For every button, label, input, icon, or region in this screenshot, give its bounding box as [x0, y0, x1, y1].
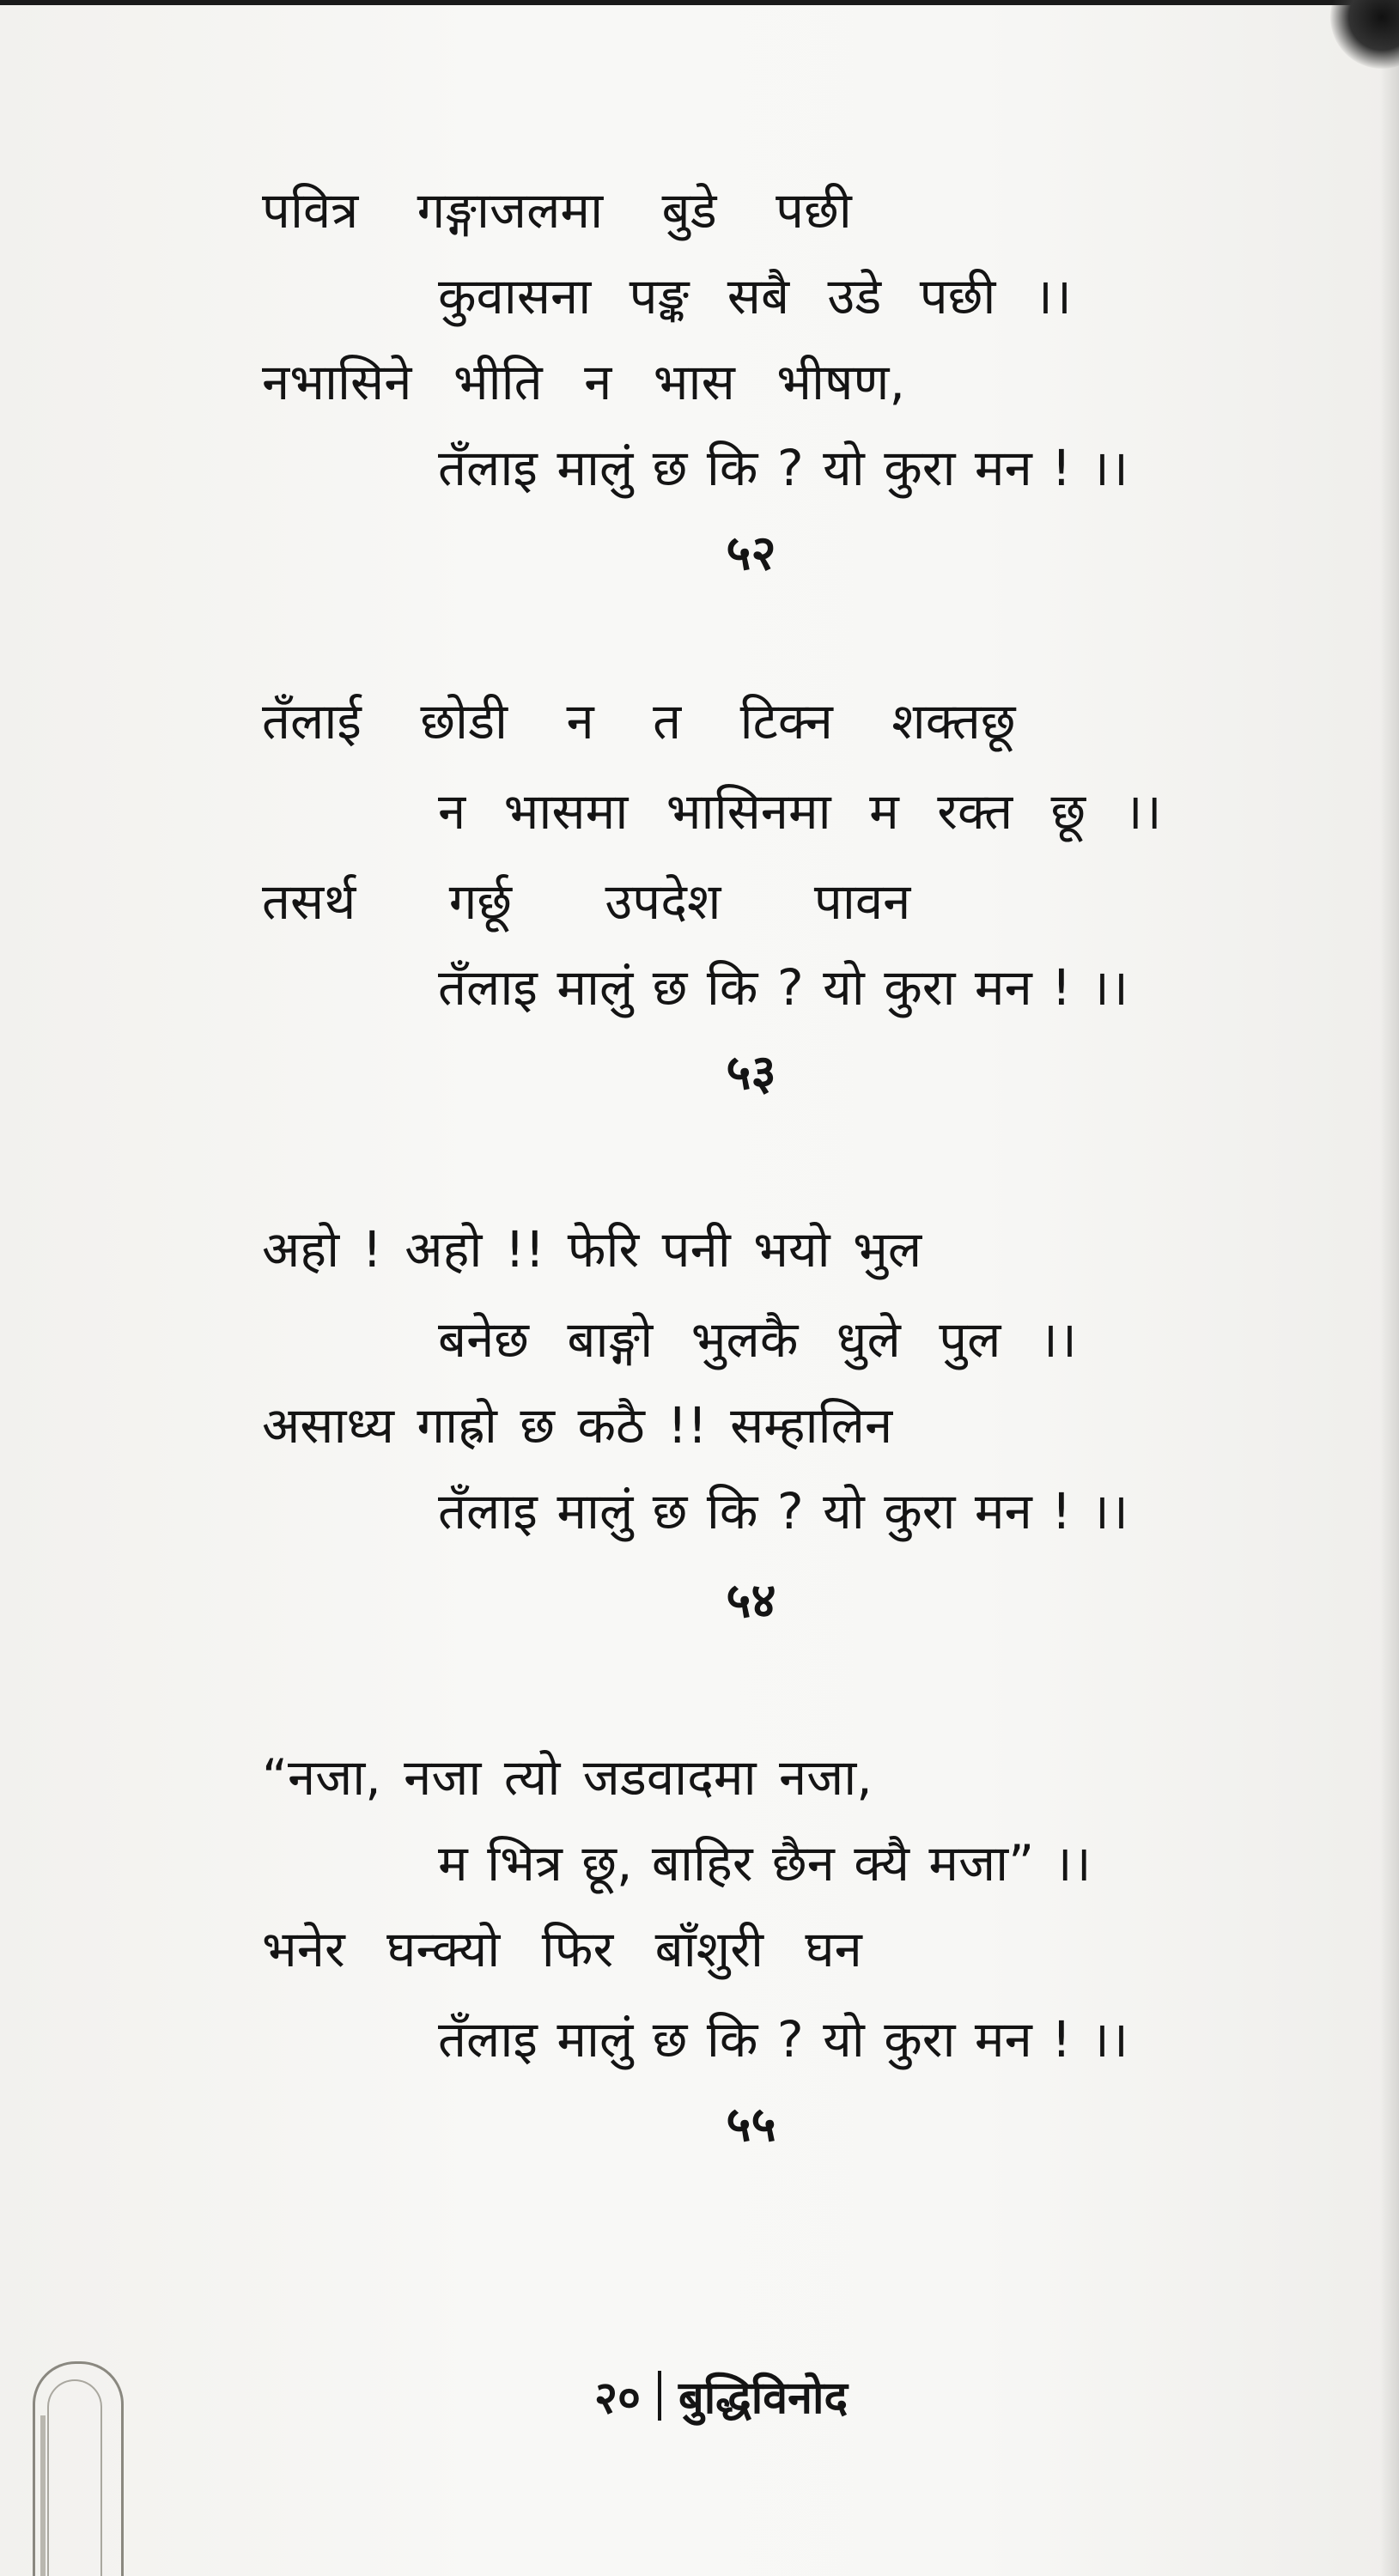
- verse-line: “नजा, नजा त्यो जडवादमा नजा,: [262, 1748, 873, 1807]
- verse-line: तँलाइ मालुं छ कि ? यो कुरा मन ! ।।: [438, 958, 1128, 1017]
- verse-line: तँलाइ मालुं छ कि ? यो कुरा मन ! ।।: [438, 1482, 1128, 1540]
- page-edge-shade: [1380, 0, 1399, 2576]
- verse-line: म भित्र छू, बाहिर छैन क्यै मजा” ।।: [438, 1834, 1092, 1893]
- page-number: २०: [593, 2372, 642, 2424]
- verse-number: ५३: [726, 1045, 776, 1101]
- verse-line: अहो ! अहो !! फेरि पनी भयो भुल: [262, 1220, 922, 1279]
- verse-line: न भासमा भासिनमा म रक्त छू ।।: [438, 782, 1162, 841]
- binding-mark-graphic: [33, 2361, 124, 2576]
- verse-line: बनेछ बाङ्गो भुलकै धुले पुल ।।: [438, 1310, 1077, 1369]
- page-footer: [0, 2361, 1399, 2430]
- verse-number: ५४: [726, 1573, 776, 1629]
- verse-line: तँलाइ मालुं छ कि ? यो कुरा मन ! ।।: [438, 2010, 1128, 2069]
- page-top-edge: [0, 0, 1399, 5]
- verse-number: ५२: [726, 526, 776, 581]
- book-title: बुद्धिविनोद: [678, 2372, 849, 2424]
- verse-line: पवित्र गङ्गाजलमा बुडे पछी: [262, 181, 852, 240]
- verse-line: कुवासना पङ्क सबै उडे पछी ।।: [438, 267, 1072, 325]
- footer-separator: [658, 2371, 661, 2421]
- verse-line: तँलाइ मालुं छ कि ? यो कुरा मन ! ।।: [438, 439, 1128, 497]
- verse-number: ५५: [726, 2097, 776, 2153]
- verse-line: तँलाई छोडी न त टिक्न शक्तछू: [262, 692, 1016, 750]
- verse-line: असाध्य गाह्रो छ कठै !! सम्हालिन: [262, 1396, 893, 1455]
- verse-line: नभासिने भीति न भास भीषण,: [262, 353, 905, 411]
- verse-line: तसर्थ गर्छू उपदेश पावन: [262, 872, 911, 931]
- verse-line: भनेर घन्क्यो फिर बाँशुरी घन: [262, 1920, 862, 1978]
